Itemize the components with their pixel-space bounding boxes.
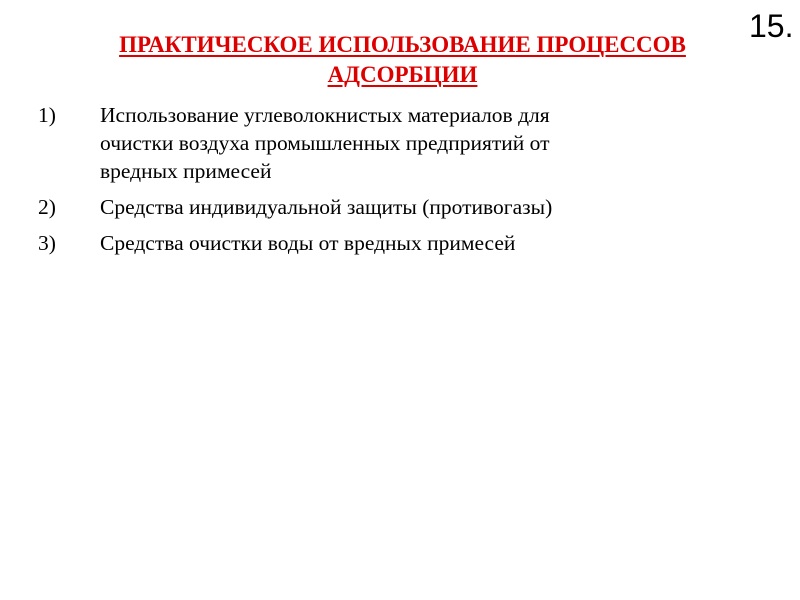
list-item-marker: 3) (38, 231, 56, 255)
list-item (38, 193, 698, 221)
numbered-list (38, 101, 698, 265)
list-item (38, 101, 698, 185)
slide-title (60, 30, 745, 90)
list-item-marker: 2) (38, 195, 56, 219)
list-item-text-line: Использование углеволокнистых материалов для (100, 103, 550, 127)
list-item-text-line: Средства индивидуальной защиты (противогазы) (100, 195, 553, 219)
list-item (38, 229, 698, 257)
list-item-text-line: Средства очистки воды от вредных примесей (100, 231, 516, 255)
list-item-text-line: вредных примесей (100, 159, 272, 183)
list-item-text-line: очистки воздуха промышленных предприятий от (100, 131, 550, 155)
slide-title-line-1: ПРАКТИЧЕСКОЕ ИСПОЛЬЗОВАНИЕ ПРОЦЕССОВ (119, 32, 686, 57)
list-item-marker: 1) (38, 103, 56, 127)
slide-title-line-2: АДСОРБЦИИ (327, 62, 478, 87)
slide-number: 15. (749, 8, 794, 44)
